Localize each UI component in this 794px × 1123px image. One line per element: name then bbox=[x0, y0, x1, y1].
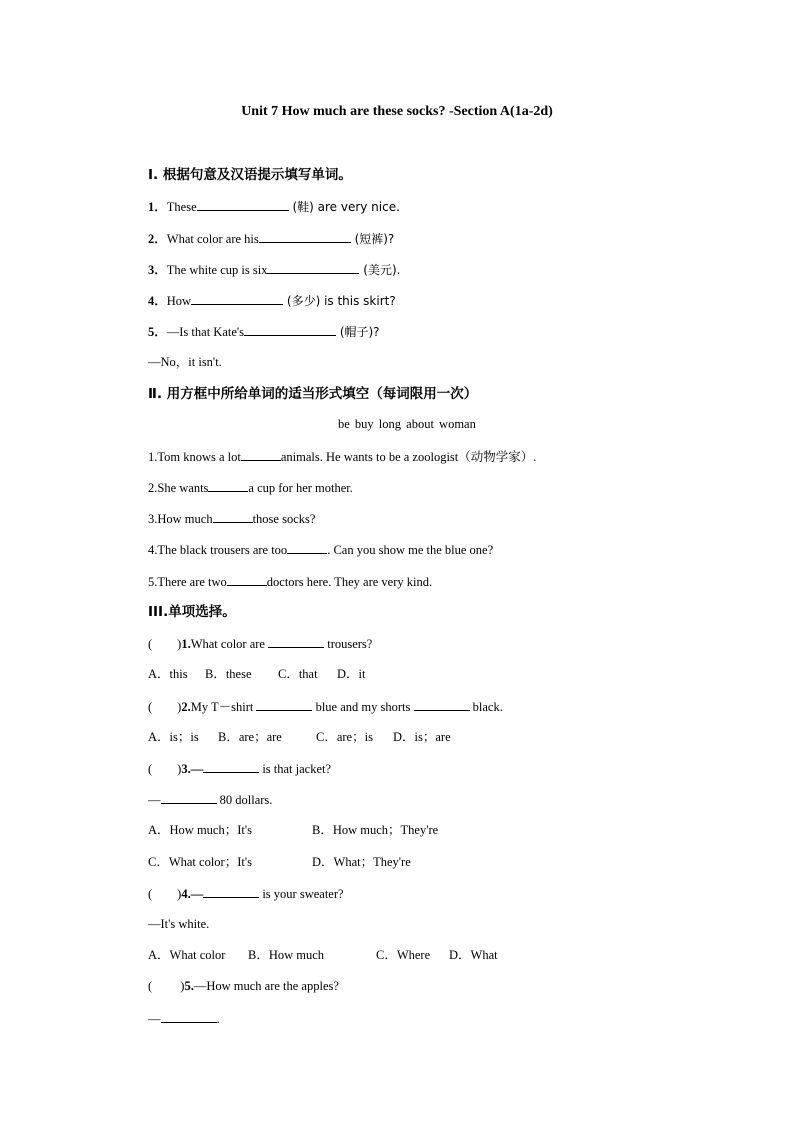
question-number: 1. bbox=[181, 637, 191, 651]
q4-stem bbox=[148, 885, 344, 902]
answer-blank[interactable] bbox=[203, 760, 259, 773]
item-number: 5． bbox=[148, 325, 167, 339]
item-text: —Is that Kate's bbox=[166, 325, 244, 339]
answer-paren[interactable]: ( ) bbox=[148, 637, 182, 651]
question-text: is your sweater? bbox=[259, 887, 344, 901]
dialogue-text: . bbox=[216, 1012, 220, 1026]
item-text: 1.Tom knows a lot bbox=[148, 450, 241, 464]
answer-blank[interactable] bbox=[161, 791, 217, 804]
q4-answer-line: —It's white. bbox=[148, 917, 210, 931]
question-text: blue and my shorts bbox=[312, 700, 414, 714]
part2-item-4 bbox=[148, 541, 493, 558]
question-text: black. bbox=[469, 700, 503, 714]
item-text: those socks? bbox=[252, 512, 316, 526]
question-number: 5. bbox=[184, 979, 194, 993]
option-b[interactable]: B．are；are bbox=[218, 730, 282, 744]
item-text: doctors here. They are very kind. bbox=[266, 575, 433, 589]
item-text: . Can you show me the blue one? bbox=[327, 543, 494, 557]
option-b[interactable]: B．these bbox=[205, 667, 252, 681]
part2-item-5 bbox=[148, 573, 432, 590]
question-text: — bbox=[190, 762, 204, 776]
item-text: The white cup is six bbox=[166, 263, 268, 277]
option-b[interactable]: B．How much；They're bbox=[312, 823, 439, 837]
question-number: 3. bbox=[181, 762, 191, 776]
dialogue-dash: — bbox=[148, 1012, 161, 1026]
q5-stem bbox=[148, 978, 339, 994]
item-text: What color are his bbox=[166, 232, 259, 246]
item-text: (鞋) are very nice. bbox=[288, 200, 400, 214]
q2-options bbox=[148, 729, 451, 745]
part2-item-3 bbox=[148, 510, 315, 527]
dialogue-text: 80 dollars. bbox=[216, 793, 273, 807]
part2-item-1 bbox=[148, 448, 536, 465]
answer-paren[interactable]: ( ) bbox=[148, 887, 182, 901]
q5-answer-line bbox=[148, 1010, 220, 1027]
item-number: 2． bbox=[148, 232, 167, 246]
answer-blank[interactable] bbox=[161, 1010, 217, 1023]
option-d[interactable]: D．What；They're bbox=[312, 855, 411, 869]
option-a[interactable]: A．What color bbox=[148, 948, 226, 962]
item-text: (美元). bbox=[359, 263, 401, 277]
answer-blank[interactable] bbox=[197, 198, 289, 211]
answer-paren[interactable]: ( ) bbox=[148, 979, 185, 993]
option-c[interactable]: C．that bbox=[278, 667, 318, 681]
q3-stem bbox=[148, 760, 331, 777]
question-text: What color are bbox=[190, 637, 269, 651]
item-text: These bbox=[166, 200, 197, 214]
part1-item-1 bbox=[148, 198, 400, 215]
answer-blank[interactable] bbox=[213, 510, 253, 523]
item-number: 1． bbox=[148, 200, 167, 214]
option-c[interactable]: C．are；is bbox=[316, 730, 373, 744]
answer-blank[interactable] bbox=[191, 292, 283, 305]
option-a[interactable]: A．is；is bbox=[148, 730, 199, 744]
item-text: (多少) is this skirt? bbox=[283, 294, 396, 308]
part1-item-3 bbox=[148, 261, 400, 278]
page-title: Unit 7 How much are these socks? -Section A(1a-2d) bbox=[241, 104, 553, 119]
q3-answer-line bbox=[148, 791, 272, 808]
answer-blank[interactable] bbox=[287, 541, 327, 554]
option-d[interactable]: D．is；are bbox=[393, 730, 451, 744]
question-text: trousers? bbox=[324, 637, 373, 651]
item-text: How bbox=[166, 294, 192, 308]
q4-options bbox=[148, 947, 498, 963]
q3-options-row-2 bbox=[148, 854, 411, 870]
section-3-heading: III.单项选择。 bbox=[148, 604, 236, 620]
item-text: animals. He wants to be a zoologist（动物学家）. bbox=[280, 450, 537, 464]
part1-item-5 bbox=[148, 323, 380, 340]
option-d[interactable]: D．What bbox=[449, 948, 498, 962]
part2-item-2 bbox=[148, 479, 353, 496]
word-box: be buy long about woman bbox=[338, 417, 476, 431]
question-number: 2. bbox=[181, 700, 191, 714]
q3-options-row-1 bbox=[148, 822, 438, 838]
item-text: (短裤)? bbox=[350, 232, 395, 246]
answer-blank[interactable] bbox=[268, 635, 324, 648]
item-number: 3． bbox=[148, 263, 167, 277]
question-text: My T－shirt bbox=[190, 700, 257, 714]
question-text: — bbox=[190, 887, 204, 901]
item-number: 4． bbox=[148, 294, 167, 308]
answer-blank[interactable] bbox=[259, 230, 351, 243]
q1-options bbox=[148, 666, 365, 682]
item-text: 2.She wants bbox=[148, 481, 209, 495]
answer-blank[interactable] bbox=[414, 698, 470, 711]
answer-blank[interactable] bbox=[203, 885, 259, 898]
option-d[interactable]: D．it bbox=[337, 667, 366, 681]
answer-paren[interactable]: ( ) bbox=[148, 700, 182, 714]
question-text: is that jacket? bbox=[259, 762, 332, 776]
item-text: a cup for her mother. bbox=[248, 481, 353, 495]
answer-blank[interactable] bbox=[241, 448, 281, 461]
item-text: 5.There are two bbox=[148, 575, 227, 589]
answer-blank[interactable] bbox=[256, 698, 312, 711]
dialogue-dash: — bbox=[148, 793, 161, 807]
answer-blank[interactable] bbox=[244, 323, 336, 336]
item-text: 4.The black trousers are too bbox=[148, 543, 288, 557]
part1-item-4 bbox=[148, 292, 396, 309]
option-c[interactable]: C．Where bbox=[376, 948, 431, 962]
part1-item-2 bbox=[148, 230, 394, 247]
option-b[interactable]: B．How much bbox=[248, 948, 325, 962]
answer-blank[interactable] bbox=[227, 573, 267, 586]
q2-stem bbox=[148, 698, 503, 715]
question-text: —How much are the apples? bbox=[193, 979, 339, 993]
part1-answer-line: —No，it isn't. bbox=[148, 355, 222, 369]
section-1-heading: Ⅰ. 根据句意及汉语提示填写单词。 bbox=[148, 167, 352, 183]
item-text: 3.How much bbox=[148, 512, 213, 526]
item-text: (帽子)? bbox=[336, 325, 380, 339]
option-a[interactable]: A．this bbox=[148, 667, 188, 681]
answer-paren[interactable]: ( ) bbox=[148, 762, 182, 776]
q1-stem bbox=[148, 635, 372, 652]
option-c[interactable]: C．What color；It's bbox=[148, 855, 252, 869]
question-number: 4. bbox=[181, 887, 191, 901]
section-2-heading: Ⅱ. 用方框中所给单词的适当形式填空（每词限用一次） bbox=[148, 386, 478, 402]
answer-blank[interactable] bbox=[267, 261, 359, 274]
option-a[interactable]: A．How much；It's bbox=[148, 823, 252, 837]
answer-blank[interactable] bbox=[208, 479, 248, 492]
